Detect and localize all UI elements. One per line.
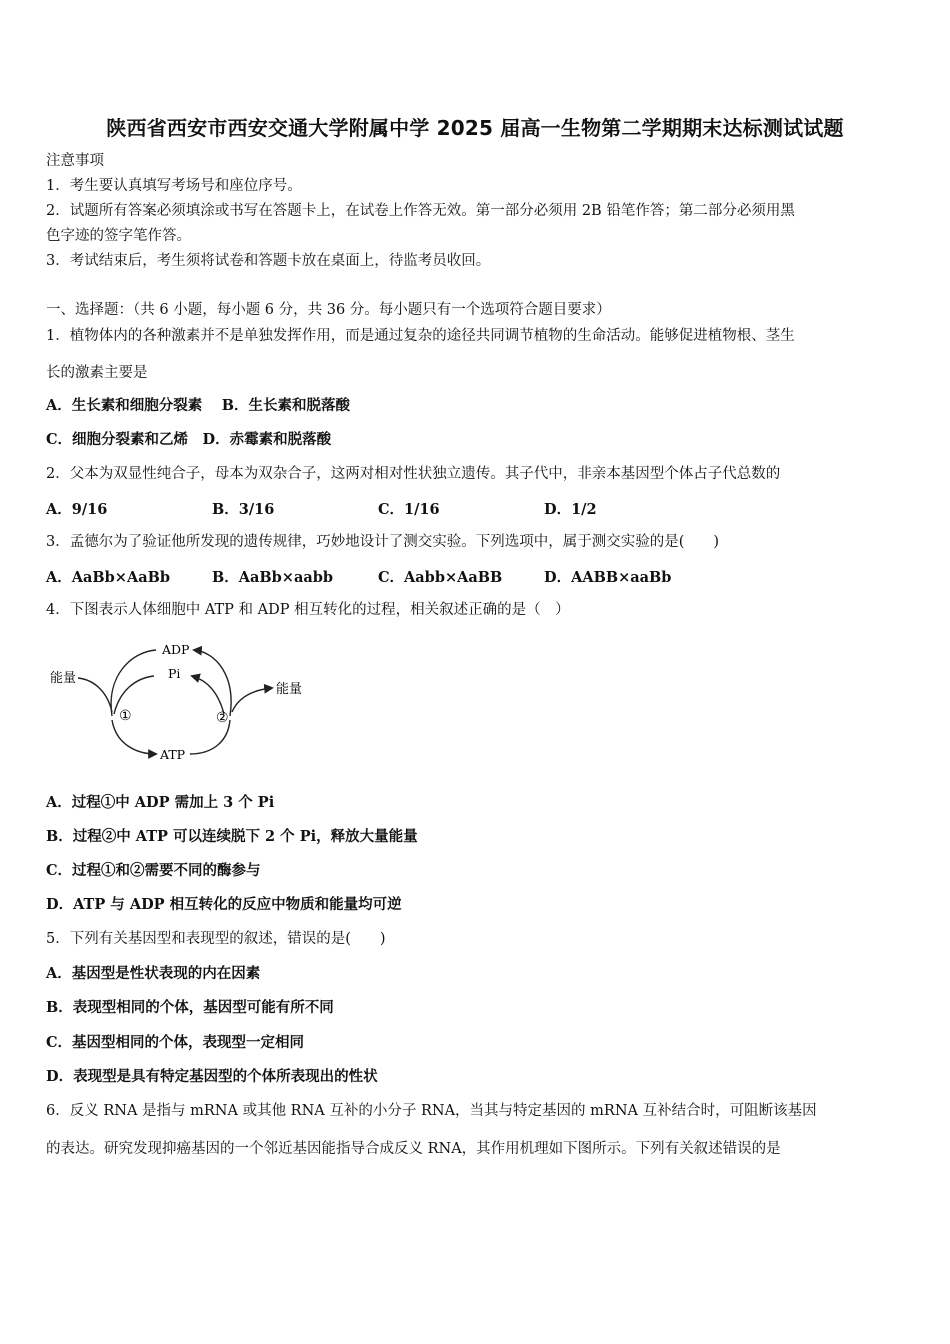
q5-option-b: B．表现型相同的个体，基因型可能有所不同 xyxy=(46,999,334,1016)
q1-options-cd: C．细胞分裂素和乙烯 D．赤霉素和脱落酸 xyxy=(46,431,332,448)
q6-stem-line1: 6．反义 RNA 是指与 mRNA 或其他 RNA 互补的小分子 RNA，当其与特定基因的 mRNA 互补结合时，可阻断该基因 xyxy=(46,1103,817,1119)
notice-item-2-cont: 色字迹的签字笔作答。 xyxy=(46,228,191,244)
q3-option-a: A．AaBb×AaBb xyxy=(46,569,170,586)
q3-stem: 3．孟德尔为了验证他所发现的遗传规律，巧妙地设计了测交实验。下列选项中，属于测交实验的是( ) xyxy=(46,534,720,550)
notice-item-2: 2．试题所有答案必须填涂或书写在答题卡上，在试卷上作答无效。第一部分必须用 2B 铅笔作答；第二部分必须用黑 xyxy=(46,203,795,219)
q4-option-d: D．ATP 与 ADP 相互转化的反应中物质和能量均可逆 xyxy=(46,896,402,913)
q2-option-c: C．1/16 xyxy=(378,501,440,518)
label-adp: ADP xyxy=(162,642,190,657)
q1-stem-line1: 1．植物体内的各种激素并不是单独发挥作用，而是通过复杂的途径共同调节植物的生命活动。能够促进植物根、茎生 xyxy=(46,328,795,344)
label-atp: ATP xyxy=(160,747,186,762)
q3-option-c: C．Aabb×AaBB xyxy=(378,569,503,586)
q5-option-c: C．基因型相同的个体，表现型一定相同 xyxy=(46,1034,305,1051)
q5-option-a: A．基因型是性状表现的内在因素 xyxy=(46,965,261,982)
q4-stem: 4．下图表示人体细胞中 ATP 和 ADP 相互转化的过程，相关叙述正确的是（ ） xyxy=(46,602,570,618)
q3-options xyxy=(46,566,671,587)
q4-option-c: C．过程①和②需要不同的酶参与 xyxy=(46,862,261,879)
section-heading: 一、选择题：（共 6 小题，每小题 6 分，共 36 分。每小题只有一个选项符合题目要求） xyxy=(46,302,611,318)
notice-item-3: 3．考试结束后，考生须将试卷和答题卡放在桌面上，待监考员收回。 xyxy=(46,253,491,269)
label-step2: ② xyxy=(216,710,229,726)
q2-options xyxy=(46,498,597,519)
energy-in-arrow xyxy=(78,678,112,712)
q6-stem-line2: 的表达。研究发现抑癌基因的一个邻近基因能指导合成反义 RNA，其作用机理如下图所示。下列有关叙述错误的是 xyxy=(46,1141,781,1157)
q3-option-b: B．AaBb×aabb xyxy=(212,569,334,586)
q2-option-d: D．1/2 xyxy=(544,501,597,518)
label-energy-out: 能量 xyxy=(276,682,303,697)
label-energy-in: 能量 xyxy=(50,671,77,686)
label-step1: ① xyxy=(119,708,132,724)
notice-heading: 注意事项 xyxy=(46,153,104,169)
q1-stem-line2: 长的激素主要是 xyxy=(46,365,148,381)
atp-adp-cycle-diagram xyxy=(46,636,326,770)
q2-option-b: B．3/16 xyxy=(212,501,275,518)
q1-options-ab: A．生长素和细胞分裂素 B．生长素和脱落酸 xyxy=(46,397,351,414)
exam-title: 陕西省西安市西安交通大学附属中学 2025 届高一生物第二学期期末达标测试试题 xyxy=(106,116,844,140)
q5-stem: 5．下列有关基因型和表现型的叙述，错误的是( ) xyxy=(46,931,386,947)
notice-item-1: 1．考生要认真填写考场号和座位序号。 xyxy=(46,178,302,194)
q2-stem: 2．父本为双显性纯合子，母本为双杂合子，这两对相对性状独立遗传。其子代中，非亲本基因型个体占子代总数的 xyxy=(46,466,781,482)
q4-option-a: A．过程①中 ADP 需加上 3 个 Pi xyxy=(46,794,275,811)
q4-option-b: B．过程②中 ATP 可以连续脱下 2 个 Pi，释放大量能量 xyxy=(46,828,418,845)
pi-arc-right xyxy=(192,676,224,714)
q2-option-a: A．9/16 xyxy=(46,501,108,518)
energy-out-arrow xyxy=(232,688,272,712)
atp-arc-left xyxy=(112,720,156,754)
label-pi: Pi xyxy=(168,666,181,681)
adp-arc-upper-right xyxy=(194,650,231,716)
q5-option-d: D．表现型是具有特定基因型的个体所表现出的性状 xyxy=(46,1068,378,1085)
q3-option-d: D．AABB×aaBb xyxy=(544,569,672,586)
